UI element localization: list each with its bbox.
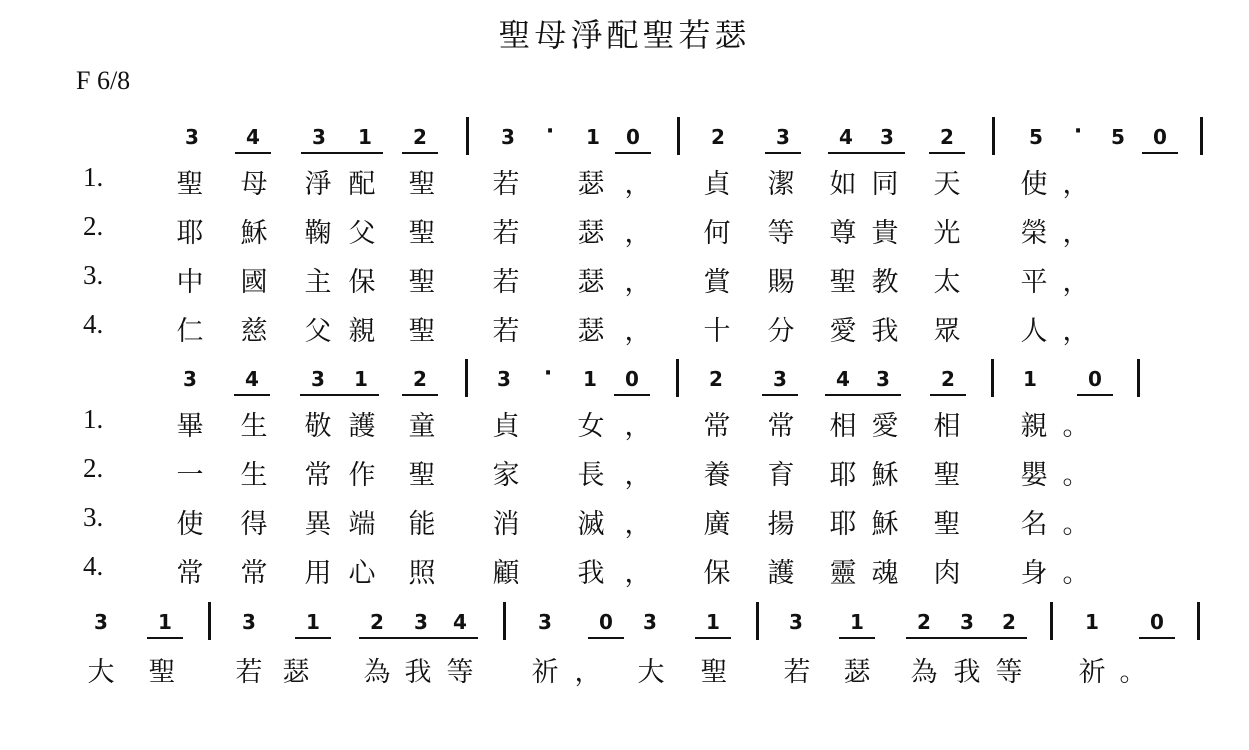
note: 1 (158, 610, 172, 634)
note: 3 (776, 125, 790, 149)
note: 0 (599, 610, 613, 634)
note: 3 (185, 125, 199, 149)
lyric-char: 父 (304, 316, 332, 347)
eighth-underline (300, 394, 379, 396)
note: 3 (312, 125, 326, 149)
lyric-char: 照 (408, 558, 436, 589)
note: 2 (1002, 610, 1016, 634)
dotted-note-mark: · (543, 361, 553, 386)
eighth-underline (695, 637, 731, 639)
lyric-char: 大 (637, 657, 665, 688)
lyric-char: 養 (703, 460, 731, 491)
barline (677, 117, 680, 155)
note: 3 (773, 367, 787, 391)
barline (465, 359, 468, 397)
lyric-char: 聖 (148, 657, 176, 688)
eighth-underline (828, 152, 905, 154)
eighth-underline (588, 637, 624, 639)
lyric-char: ， (624, 558, 652, 589)
lyric-char: 父 (348, 218, 376, 249)
lyric-char: 聖 (933, 460, 961, 491)
note: 1 (586, 125, 600, 149)
note: 3 (414, 610, 428, 634)
lyric-char: 太 (933, 267, 961, 298)
lyric-char: 瑟 (843, 657, 871, 688)
lyric-char: 童 (408, 411, 436, 442)
lyric-char: 保 (703, 558, 731, 589)
lyric-char: 我 (577, 558, 605, 589)
lyric-char: ， (1062, 316, 1090, 347)
barline (466, 117, 469, 155)
lyric-char: 分 (767, 316, 795, 347)
note: 2 (370, 610, 384, 634)
lyric-char: 等 (995, 657, 1023, 688)
lyric-char: 大 (87, 657, 115, 688)
lyric-char: 為 (910, 657, 938, 688)
lyric-char: 耶 (829, 460, 857, 491)
eighth-underline (234, 394, 270, 396)
note: 1 (850, 610, 864, 634)
lyric-char: 貴 (871, 218, 899, 249)
note: 3 (538, 610, 552, 634)
lyric-char: ， (624, 509, 652, 540)
lyric-char: 等 (767, 218, 795, 249)
note: 4 (246, 125, 260, 149)
note: 1 (1085, 610, 1099, 634)
lyric-char: 身 (1020, 558, 1048, 589)
dotted-note-mark: · (1073, 119, 1083, 144)
verse-line (0, 453, 1249, 491)
lyric-char: 我 (953, 657, 981, 688)
note: 5 (1029, 125, 1043, 149)
lyric-char: 家 (492, 460, 520, 491)
note: 1 (706, 610, 720, 634)
lyric-char: 敬 (304, 411, 332, 442)
eighth-underline (1142, 152, 1178, 154)
note: 2 (917, 610, 931, 634)
note: 4 (839, 125, 853, 149)
lyric-char: 祈 (1078, 657, 1106, 688)
verse-line (0, 162, 1249, 200)
lyric-char: ， (624, 267, 652, 298)
lyric-char: 瑟 (282, 657, 310, 688)
note: 3 (311, 367, 325, 391)
note: 1 (1023, 367, 1037, 391)
lyric-char: 常 (176, 558, 204, 589)
lyric-char: 用 (304, 558, 332, 589)
note: 0 (1150, 610, 1164, 634)
lyric-char: 護 (348, 411, 376, 442)
eighth-underline (301, 152, 383, 154)
eighth-underline (147, 637, 183, 639)
lyric-char: 配 (348, 169, 376, 200)
lyric-char: 親 (1020, 411, 1048, 442)
lyric-char: 端 (348, 509, 376, 540)
verse-line (0, 404, 1249, 442)
lyric-char: 心 (348, 558, 376, 589)
lyric-char: 耶 (176, 218, 204, 249)
lyric-char: 我 (871, 316, 899, 347)
lyric-char: 護 (767, 558, 795, 589)
verse-line (0, 551, 1249, 589)
note: 0 (625, 367, 639, 391)
lyric-char: 生 (240, 460, 268, 491)
lyric-char: 常 (703, 411, 731, 442)
lyric-char: 若 (235, 657, 263, 688)
verse-line (0, 502, 1249, 540)
lyric-char: 作 (348, 460, 376, 491)
lyric-char: 主 (304, 267, 332, 298)
note: 0 (1088, 367, 1102, 391)
lyric-char: 尊 (829, 218, 857, 249)
verse-number: 2. (83, 453, 104, 483)
lyric-char: 聖 (408, 218, 436, 249)
lyric-char: 如 (829, 169, 857, 200)
lyric-char: 賜 (767, 267, 795, 298)
note: 1 (358, 125, 372, 149)
lyric-char: 穌 (240, 218, 268, 249)
lyric-char: 淨 (304, 169, 332, 200)
lyric-char: 賞 (703, 267, 731, 298)
note: 3 (94, 610, 108, 634)
barline (992, 117, 995, 155)
lyric-char: 聖 (408, 316, 436, 347)
eighth-underline (929, 152, 965, 154)
eighth-underline (402, 152, 438, 154)
eighth-underline (765, 152, 801, 154)
lyric-char: 嬰 (1020, 460, 1048, 491)
eighth-underline (235, 152, 271, 154)
eighth-underline (615, 152, 651, 154)
barline (1050, 602, 1053, 640)
note: 3 (876, 367, 890, 391)
lyric-char: 常 (304, 460, 332, 491)
eighth-underline (295, 637, 331, 639)
lyric-char: 常 (240, 558, 268, 589)
lyric-char: ， (1062, 169, 1090, 200)
lyric-char: 親 (348, 316, 376, 347)
lyric-char: ， (624, 218, 652, 249)
lyric-char: 鞠 (304, 218, 332, 249)
lyric-char: 消 (492, 509, 520, 540)
barline (1200, 117, 1203, 155)
lyric-char: 相 (933, 411, 961, 442)
lyric-char: 若 (492, 267, 520, 298)
eighth-underline (839, 637, 875, 639)
lyric-char: 何 (703, 218, 731, 249)
barline (1137, 359, 1140, 397)
lyric-char: 聖 (700, 657, 728, 688)
lyric-char: 揚 (767, 509, 795, 540)
verse-number: 1. (83, 404, 104, 434)
lyric-char: 瑟 (577, 316, 605, 347)
lyric-char: 。 (1119, 657, 1147, 688)
lyric-char: 十 (703, 316, 731, 347)
note: 0 (626, 125, 640, 149)
lyric-char: ， (624, 460, 652, 491)
barline (503, 602, 506, 640)
lyric-char: 。 (1062, 460, 1090, 491)
lyric-char: 同 (871, 169, 899, 200)
note: 3 (242, 610, 256, 634)
lyric-char: 若 (492, 218, 520, 249)
lyric-char: ， (1062, 218, 1090, 249)
lyric-char: 若 (492, 316, 520, 347)
lyric-char: 生 (240, 411, 268, 442)
note: 2 (413, 367, 427, 391)
barline (756, 602, 759, 640)
lyric-char: 女 (577, 411, 605, 442)
lyric-char: 顧 (492, 558, 520, 589)
lyric-char: 母 (240, 169, 268, 200)
lyric-char: 保 (348, 267, 376, 298)
lyric-char: 人 (1020, 316, 1048, 347)
lyric-char: 祈 (531, 657, 559, 688)
note: 3 (880, 125, 894, 149)
lyric-char: ， (574, 657, 602, 688)
lyric-char: 貞 (703, 169, 731, 200)
lyric-char: 瑟 (577, 169, 605, 200)
lyric-char: ， (624, 316, 652, 347)
lyric-char: 若 (783, 657, 811, 688)
eighth-underline (825, 394, 901, 396)
lyric-char: 。 (1062, 509, 1090, 540)
note: 4 (245, 367, 259, 391)
notation-line-3 (0, 610, 1249, 650)
lyric-char: 畢 (176, 411, 204, 442)
note: 2 (940, 125, 954, 149)
lyric-char: 得 (240, 509, 268, 540)
lyric-char: 一 (176, 460, 204, 491)
lyric-char: 常 (767, 411, 795, 442)
lyric-char: 聖 (933, 509, 961, 540)
lyric-char: 平 (1020, 267, 1048, 298)
barline (676, 359, 679, 397)
lyric-char: 我 (404, 657, 432, 688)
lyric-char: 耶 (829, 509, 857, 540)
eighth-underline (930, 394, 966, 396)
verse-number: 3. (83, 502, 104, 532)
lyric-char: 仁 (176, 316, 204, 347)
lyric-char: 廣 (703, 509, 731, 540)
barline (208, 602, 211, 640)
note: 3 (501, 125, 515, 149)
lyric-char: 相 (829, 411, 857, 442)
verse-number: 2. (83, 211, 104, 241)
lyric-char: 光 (933, 218, 961, 249)
barline (991, 359, 994, 397)
verse-line (0, 309, 1249, 347)
verse-line (0, 260, 1249, 298)
verse-number: 3. (83, 260, 104, 290)
lyric-char: 等 (446, 657, 474, 688)
note: 1 (306, 610, 320, 634)
lyric-char: 慈 (240, 316, 268, 347)
note: 4 (453, 610, 467, 634)
eighth-underline (762, 394, 798, 396)
note: 5 (1111, 125, 1125, 149)
note: 1 (354, 367, 368, 391)
lyric-char: 聖 (408, 169, 436, 200)
lyric-char: 能 (408, 509, 436, 540)
lyric-char: ， (624, 169, 652, 200)
lyric-char: 靈 (829, 558, 857, 589)
notation-line-1 (0, 119, 1249, 165)
lyric-char: 天 (933, 169, 961, 200)
eighth-underline (906, 637, 1027, 639)
lyric-char: 榮 (1020, 218, 1048, 249)
lyric-char: 。 (1062, 558, 1090, 589)
lyric-char: 為 (363, 657, 391, 688)
dotted-note-mark: · (545, 119, 555, 144)
lyric-char: 聖 (408, 267, 436, 298)
note: 2 (941, 367, 955, 391)
eighth-underline (614, 394, 650, 396)
note: 3 (960, 610, 974, 634)
note: 2 (711, 125, 725, 149)
notation-line-2 (0, 361, 1249, 407)
lyric-char: 若 (492, 169, 520, 200)
lyric-char: 。 (1062, 411, 1090, 442)
note: 1 (583, 367, 597, 391)
lyric-char: 國 (240, 267, 268, 298)
key-signature: F 6/8 (76, 66, 131, 95)
lyric-char: 聖 (408, 460, 436, 491)
note: 3 (643, 610, 657, 634)
lyric-char: 聖 (176, 169, 204, 200)
note: 3 (183, 367, 197, 391)
note: 4 (836, 367, 850, 391)
lyric-char: ， (624, 411, 652, 442)
verse-number: 4. (83, 551, 104, 581)
lyric-char: 魂 (871, 558, 899, 589)
note: 3 (497, 367, 511, 391)
eighth-underline (1077, 394, 1113, 396)
lyric-char: 肉 (933, 558, 961, 589)
lyric-char: 穌 (871, 509, 899, 540)
verse-line (0, 211, 1249, 249)
eighth-underline (402, 394, 438, 396)
lyric-char: 使 (1020, 169, 1048, 200)
lyric-char: 瑟 (577, 218, 605, 249)
lyric-char: 貞 (492, 411, 520, 442)
refrain-lyric (0, 650, 1249, 688)
eighth-underline (359, 637, 478, 639)
lyric-char: 穌 (871, 460, 899, 491)
note: 0 (1153, 125, 1167, 149)
lyric-char: 育 (767, 460, 795, 491)
lyric-char: 愛 (829, 316, 857, 347)
lyric-char: 聖 (829, 267, 857, 298)
note: 3 (789, 610, 803, 634)
barline (1197, 602, 1200, 640)
lyric-char: 中 (176, 267, 204, 298)
lyric-char: ， (1062, 267, 1090, 298)
lyric-char: 異 (304, 509, 332, 540)
verse-number: 4. (83, 309, 104, 339)
lyric-char: 長 (577, 460, 605, 491)
verse-number: 1. (83, 162, 104, 192)
lyric-char: 瑟 (577, 267, 605, 298)
eighth-underline (1139, 637, 1175, 639)
lyric-char: 滅 (577, 509, 605, 540)
lyric-char: 使 (176, 509, 204, 540)
song-title: 聖母淨配聖若瑟 (498, 16, 751, 54)
lyric-char: 教 (871, 267, 899, 298)
note: 2 (709, 367, 723, 391)
lyric-char: 愛 (871, 411, 899, 442)
lyric-char: 眾 (933, 316, 961, 347)
note: 2 (413, 125, 427, 149)
lyric-char: 名 (1020, 509, 1048, 540)
lyric-char: 潔 (767, 169, 795, 200)
